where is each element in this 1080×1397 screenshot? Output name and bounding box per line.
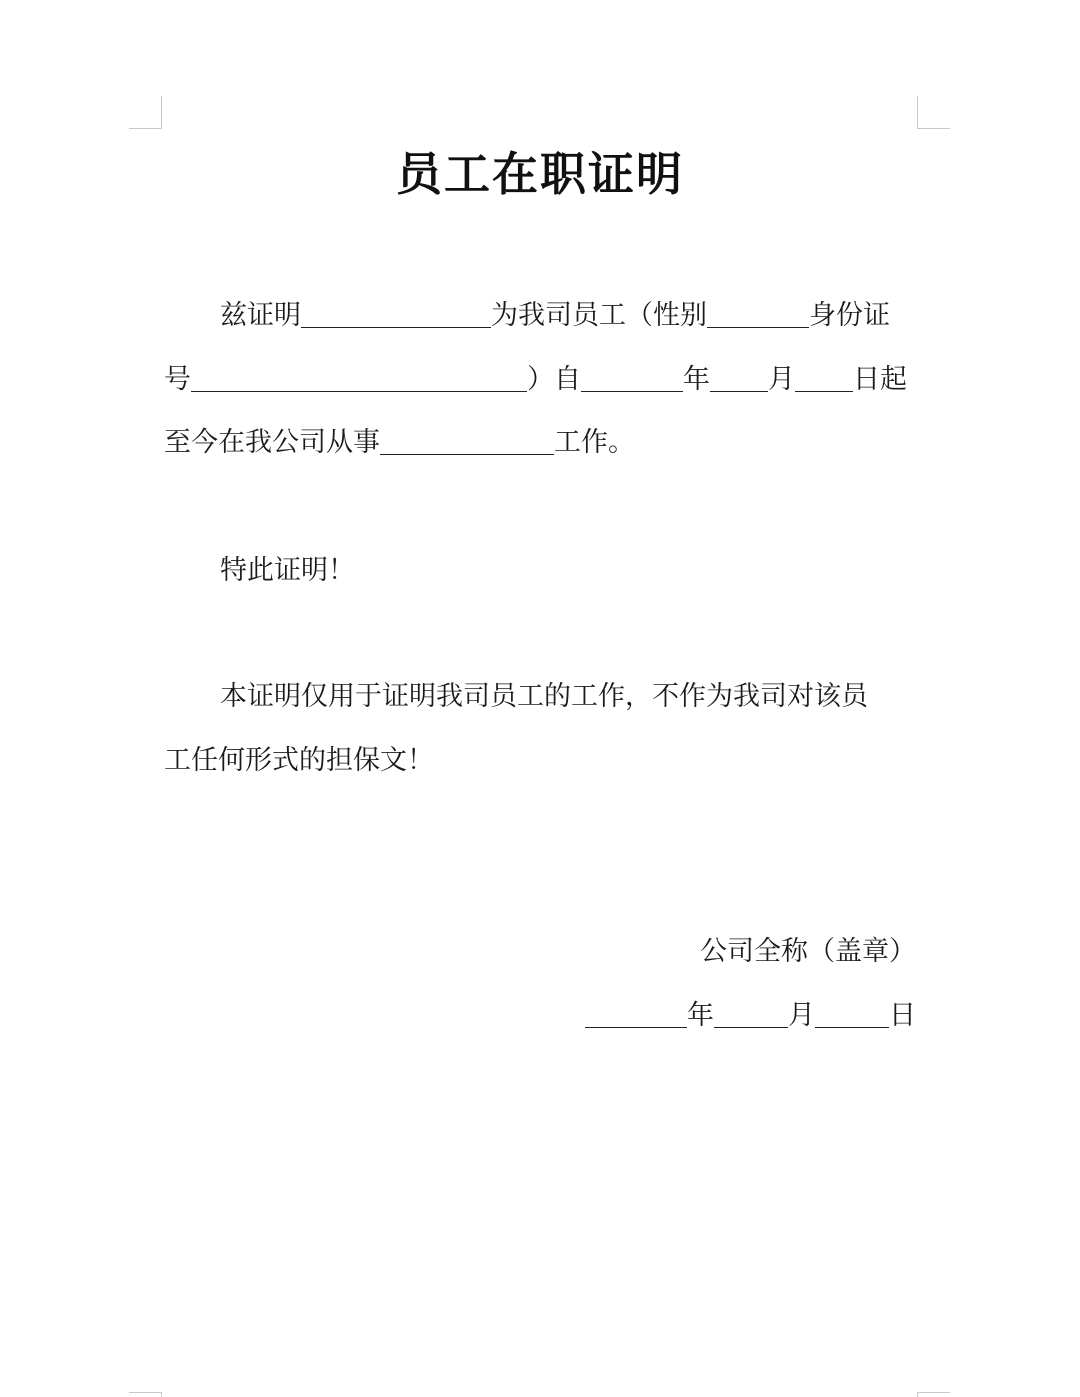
- page-corner-mark-top-left: [129, 96, 162, 129]
- gender-blank[interactable]: [707, 297, 809, 328]
- sign-year-text: 年: [687, 1000, 714, 1031]
- page-corner-mark-bottom-left: [129, 1392, 162, 1397]
- position-prefix: 至今在我公司从事: [164, 427, 380, 458]
- paragraph-3-line-1: 本证明仅用于证明我司员工的工作，不作为我司对该员: [220, 681, 868, 712]
- sign-year-blank[interactable]: [585, 997, 687, 1028]
- paragraph-2: 特此证明！: [220, 555, 355, 586]
- sign-day-text: 日: [889, 1000, 916, 1031]
- day-start-text: 日起: [853, 364, 907, 395]
- sign-month-blank[interactable]: [714, 997, 788, 1028]
- signature-date-line: [585, 996, 916, 1036]
- certify-prefix: 兹证明: [220, 300, 301, 331]
- employee-name-blank[interactable]: [301, 297, 491, 328]
- paragraph-1-line-2: [164, 360, 916, 400]
- start-month-blank[interactable]: [710, 361, 768, 392]
- month-text: 月: [768, 364, 795, 395]
- year-text: 年: [683, 364, 710, 395]
- start-day-blank[interactable]: [795, 361, 853, 392]
- paragraph-1-line-1: [164, 296, 916, 336]
- document-title: 员工在职证明: [396, 147, 684, 201]
- page-corner-mark-bottom-right: [917, 1392, 950, 1397]
- id-label-text: 身份证: [809, 300, 890, 331]
- position-suffix: 工作。: [554, 427, 635, 458]
- company-seal-label: 公司全称（盖章）: [700, 936, 916, 967]
- start-year-blank[interactable]: [581, 361, 683, 392]
- page-corner-mark-top-right: [917, 96, 950, 129]
- sign-day-blank[interactable]: [815, 997, 889, 1028]
- position-blank[interactable]: [380, 424, 554, 455]
- employee-intro-text: 为我司员工（性别: [491, 300, 707, 331]
- id-label-cont: 号: [164, 364, 191, 395]
- id-number-blank[interactable]: [191, 361, 527, 392]
- sign-month-text: 月: [788, 1000, 815, 1031]
- paragraph-1-line-3: [164, 423, 916, 463]
- from-text: ）自: [527, 364, 581, 395]
- paragraph-3-line-2: 工任何形式的担保文！: [164, 745, 434, 776]
